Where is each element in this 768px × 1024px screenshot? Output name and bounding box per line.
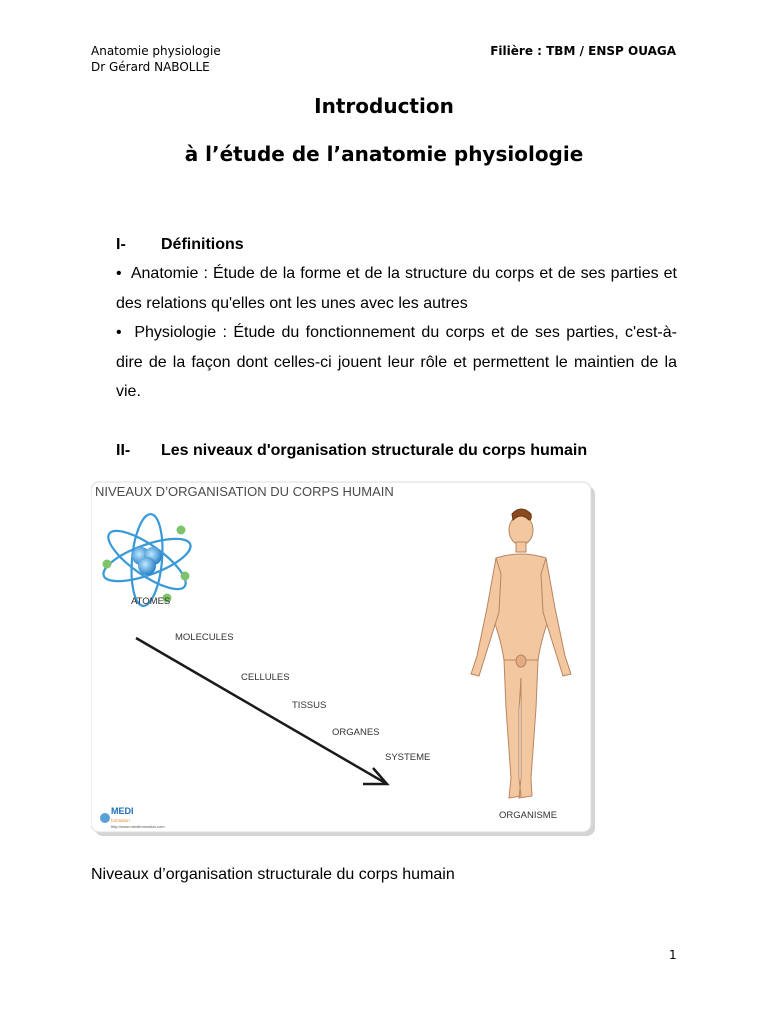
section-2-number: II- [116,442,131,459]
label-tissus: TISSUS [292,700,327,711]
page-title: Introduction [314,94,454,118]
label-organisme: ORGANISME [499,810,558,821]
header-course-author [91,43,221,75]
section-1-title: Définitions [161,236,244,253]
logo-text: MEDI [111,806,134,816]
section-1-number: I- [116,236,126,253]
bullet-icon: • [116,324,135,341]
figure-caption: Niveaux d’organisation structurale du corps humain [91,866,455,883]
logo-subtext: formation [111,818,130,823]
figure-title: NIVEAUX D’ORGANISATION DU CORPS HUMAIN [95,484,394,499]
page-number: 1 [669,948,677,962]
header-course: Anatomie physiologie [91,44,221,58]
definition-physiologie: Physiologie : Étude du fonctionnement du corps et de ses parties, c'est-à-dire de la façon dont celles-ci jouent leur rôle et permettent le maintien de la vie. [116,324,677,400]
section-2-title: Les niveaux d'organisation structurale du corps humain [161,442,588,459]
definition-anatomie: Anatomie : Étude de la forme et de la structure du corps et de ses parties et des relations qu'elles ont les unes avec les autres [116,265,677,312]
definition-item [116,259,677,318]
page-subtitle: à l’étude de l’anatomie physiologie [184,142,584,166]
section-1-heading [116,236,244,254]
definition-item [116,318,677,407]
label-organes: ORGANES [332,727,380,738]
label-atomes: ATOMES [131,596,171,607]
organisation-levels-figure [91,478,597,838]
label-cellules: CELLULES [241,672,290,683]
logo-url: http://www.mediformation.com [111,824,165,829]
header-program: Filière : TBM / ENSP OUAGA [490,44,676,58]
section-2-heading [116,442,587,460]
label-molecules: MOLECULES [175,632,234,643]
bullet-icon: • [116,265,131,282]
definitions-list [116,259,677,407]
header-author: Dr Gérard NABOLLE [91,60,210,74]
label-systeme: SYSTEME [385,752,431,763]
